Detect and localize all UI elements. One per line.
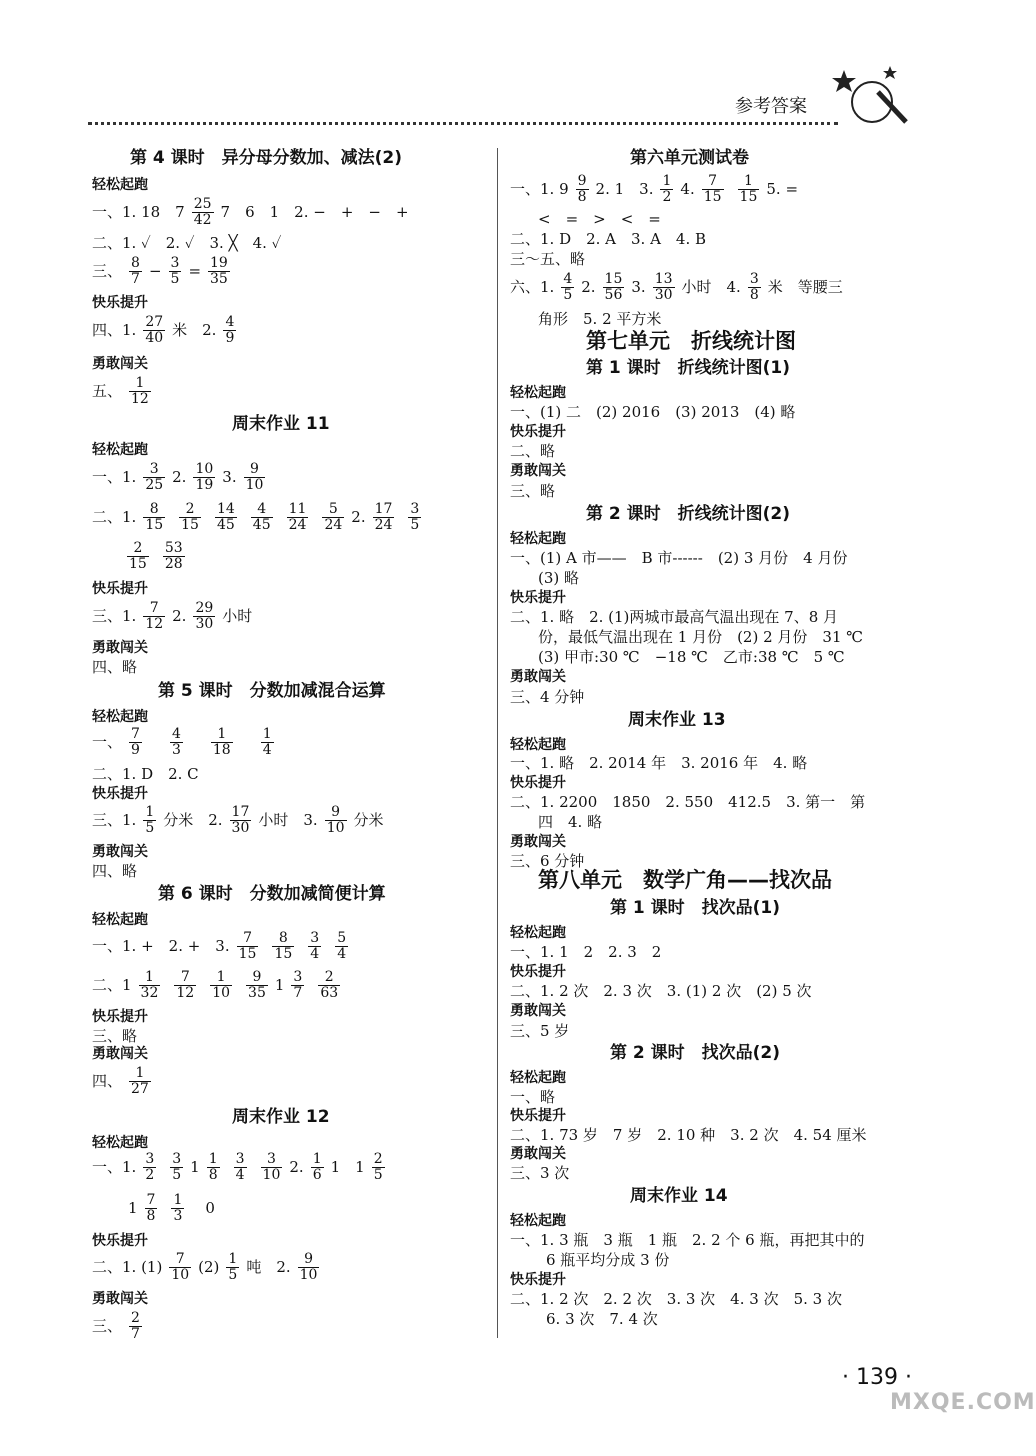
label-brave: 勇敢闯关 [92, 844, 148, 860]
label-happy: 快乐提升 [510, 1108, 566, 1124]
section-title: 第 4 课时 异分母分数加、减法(2) [130, 148, 403, 168]
answer-line: (3) 略 [538, 569, 580, 587]
section-title: 第 2 课时 折线统计图(2) [586, 504, 791, 524]
answer-line: (3) 甲市:30 ℃ −18 ℃ 乙市:38 ℃ 5 ℃ [538, 648, 845, 666]
answer-line: 一、1. 18 7 25 42 7 6 1 2. − + − + [92, 196, 409, 228]
answer-line: 一、1. 3 25 2. 10 19 3. 9 10 [92, 461, 264, 493]
label-easy: 轻松起跑 [92, 912, 148, 928]
answer-line: 四、1. 27 40 米 2. 4 9 [92, 314, 235, 346]
answer-line: 一、略 [510, 1088, 556, 1106]
label-happy: 快乐提升 [510, 590, 566, 606]
answer-line: 二、1. D 2. A 3. A 4. B [510, 230, 707, 248]
section-title: 第六单元测试卷 [630, 148, 749, 168]
section-title: 第 6 课时 分数加减简便计算 [158, 884, 386, 904]
label-happy: 快乐提升 [510, 775, 566, 791]
watermark: MXQE.COM [890, 1390, 1036, 1415]
answer-line: 四、 1 27 [92, 1065, 149, 1097]
label-happy: 快乐提升 [92, 1233, 148, 1249]
label-brave: 勇敢闯关 [510, 669, 566, 685]
answer-line: 四、略 [92, 658, 138, 676]
answer-line: 一、1. + 2. + 3. 7 15 8 15 3 4 5 4 [92, 930, 347, 962]
label-easy: 轻松起跑 [92, 709, 148, 725]
answer-line: 一、1. 3 瓶 3 瓶 1 瓶 2. 2 个 6 瓶，再把其中的 [510, 1231, 865, 1249]
label-brave: 勇敢闯关 [510, 1146, 566, 1162]
section-title: 第 5 课时 分数加减混合运算 [158, 681, 386, 701]
answer-line: 三～五、略 [510, 250, 586, 268]
label-brave: 勇敢闯关 [92, 640, 148, 656]
answer-line: 二、略 [510, 442, 556, 460]
answer-line: 二、1 1 32 7 12 1 10 9 35 1 3 7 2 63 [92, 969, 339, 1001]
answer-line: 一、1. 3 2 3 5 1 1 8 3 4 3 10 2. 1 6 1 1 2 5 [92, 1151, 383, 1183]
answer-line: 2 15 53 28 [129, 540, 183, 572]
label-happy: 快乐提升 [510, 424, 566, 440]
label-happy: 快乐提升 [92, 581, 148, 597]
header-divider [88, 122, 838, 125]
answer-line: 一、(1) 二 (2) 2016 (3) 2013 (4) 略 [510, 403, 796, 421]
answer-line: 四、略 [92, 862, 138, 880]
answer-line: 三、1. 7 12 2. 29 30 小时 [92, 600, 253, 632]
label-easy: 轻松起跑 [92, 442, 148, 458]
answer-line: < = > < = [538, 210, 661, 228]
label-happy: 快乐提升 [510, 1272, 566, 1288]
answer-line: 三、6 分钟 [510, 852, 585, 870]
wand-star-icon [830, 62, 910, 126]
answer-line: 二、1. 8 15 2 15 14 45 4 45 11 24 5 24 2. 17 24 3 5 [92, 501, 420, 533]
label-easy: 轻松起跑 [510, 385, 566, 401]
section-title: 周末作业 11 [232, 414, 330, 434]
answer-line: 二、1. (1) 7 10 (2) 1 5 吨 2. 9 10 [92, 1251, 318, 1283]
label-brave: 勇敢闯关 [510, 463, 566, 479]
label-easy: 轻松起跑 [510, 1213, 566, 1229]
answer-line: 一、1. 9 9 8 2. 1 3. 1 2 4. 7 15 1 15 5. = [510, 173, 799, 205]
answer-line: 三、略 [510, 482, 556, 500]
answer-line: 一、1. 1 2 2. 3 2 [510, 943, 662, 961]
label-happy: 快乐提升 [92, 786, 148, 802]
label-easy: 轻松起跑 [92, 177, 148, 193]
answer-line: 三、3 次 [510, 1164, 570, 1182]
answer-line: 一、1. 略 2. 2014 年 3. 2016 年 4. 略 [510, 754, 808, 772]
answer-line: 二、1. 73 岁 7 岁 2. 10 种 3. 2 次 4. 54 厘米 [510, 1126, 867, 1144]
answer-line: 1 7 8 1 3 0 [128, 1192, 215, 1224]
answer-line: 二、1. 2200 1850 2. 550 412.5 3. 第一 第 [510, 793, 866, 811]
label-easy: 轻松起跑 [510, 737, 566, 753]
label-brave: 勇敢闯关 [510, 834, 566, 850]
label-brave: 勇敢闯关 [510, 1003, 566, 1019]
answer-line: 五、 1 12 [92, 375, 149, 407]
label-happy: 快乐提升 [510, 964, 566, 980]
answer-line: 角形 5. 2 平方米 [538, 310, 662, 328]
answer-line: 四 4. 略 [538, 813, 603, 831]
unit-title: 第八单元 数学广角——找次品 [538, 868, 832, 892]
section-title: 周末作业 12 [232, 1107, 330, 1127]
label-happy: 快乐提升 [92, 295, 148, 311]
label-easy: 轻松起跑 [510, 1070, 566, 1086]
answer-line: 一、 7 9 4 3 1 18 1 4 [92, 726, 272, 758]
label-easy: 轻松起跑 [510, 531, 566, 547]
answer-line: 二、1. D 2. C [92, 765, 199, 783]
label-brave: 勇敢闯关 [92, 356, 148, 372]
answer-line: 份，最低气温出现在 1 月份 (2) 2 月份 31 ℃ [538, 628, 864, 646]
answer-line: 三、4 分钟 [510, 688, 585, 706]
label-easy: 轻松起跑 [92, 1135, 148, 1151]
answer-line: 三、 8 7 − $\frac{3}{5}$ = $\frac{19}{35}$ [92, 255, 228, 287]
answer-line: 二、1. ✓ 2. ✓ 3. ╳ 4. ✓ [92, 234, 282, 252]
section-title: 第 1 课时 折线统计图(1) [586, 358, 791, 378]
answer-line: 三、1. 1 5 分米 2. 17 30 小时 3. 9 10 分米 [92, 804, 384, 836]
unit-title: 第七单元 折线统计图 [586, 329, 796, 353]
answer-line: 一、(1) A 市—— B 市------ (2) 3 月份 4 月份 [510, 549, 848, 567]
section-title: 周末作业 13 [628, 710, 726, 730]
section-title: 周末作业 14 [630, 1186, 728, 1206]
answer-line: 三、5 岁 [510, 1022, 570, 1040]
answer-line: 6. 3 次 7. 4 次 [546, 1310, 658, 1328]
answer-line: 6 瓶平均分成 3 份 [546, 1251, 670, 1269]
label-brave: 勇敢闯关 [92, 1291, 148, 1307]
section-title: 第 2 课时 找次品(2) [610, 1043, 781, 1063]
label-easy: 轻松起跑 [510, 925, 566, 941]
answer-line: 二、1. 2 次 2. 2 次 3. 3 次 4. 3 次 5. 3 次 [510, 1290, 842, 1308]
page-number: · 139 · [842, 1365, 912, 1390]
answer-line: 三、 2 7 [92, 1310, 140, 1342]
header-title: 参考答案 [735, 96, 807, 117]
section-title: 第 1 课时 找次品(1) [610, 898, 781, 918]
answer-line: 三、略 [92, 1027, 138, 1045]
answer-line: 二、1. 略 2. (1)两城市最高气温出现在 7、8 月 [510, 608, 839, 626]
column-divider [497, 148, 498, 1338]
label-happy: 快乐提升 [92, 1009, 148, 1025]
label-brave: 勇敢闯关 [92, 1046, 148, 1062]
answer-line: 六、1. 4 5 2. 15 56 3. 13 30 小时 4. 3 8 米 等腰三 [510, 271, 843, 303]
answer-line: 二、1. 2 次 2. 3 次 3. (1) 2 次 (2) 5 次 [510, 982, 812, 1000]
